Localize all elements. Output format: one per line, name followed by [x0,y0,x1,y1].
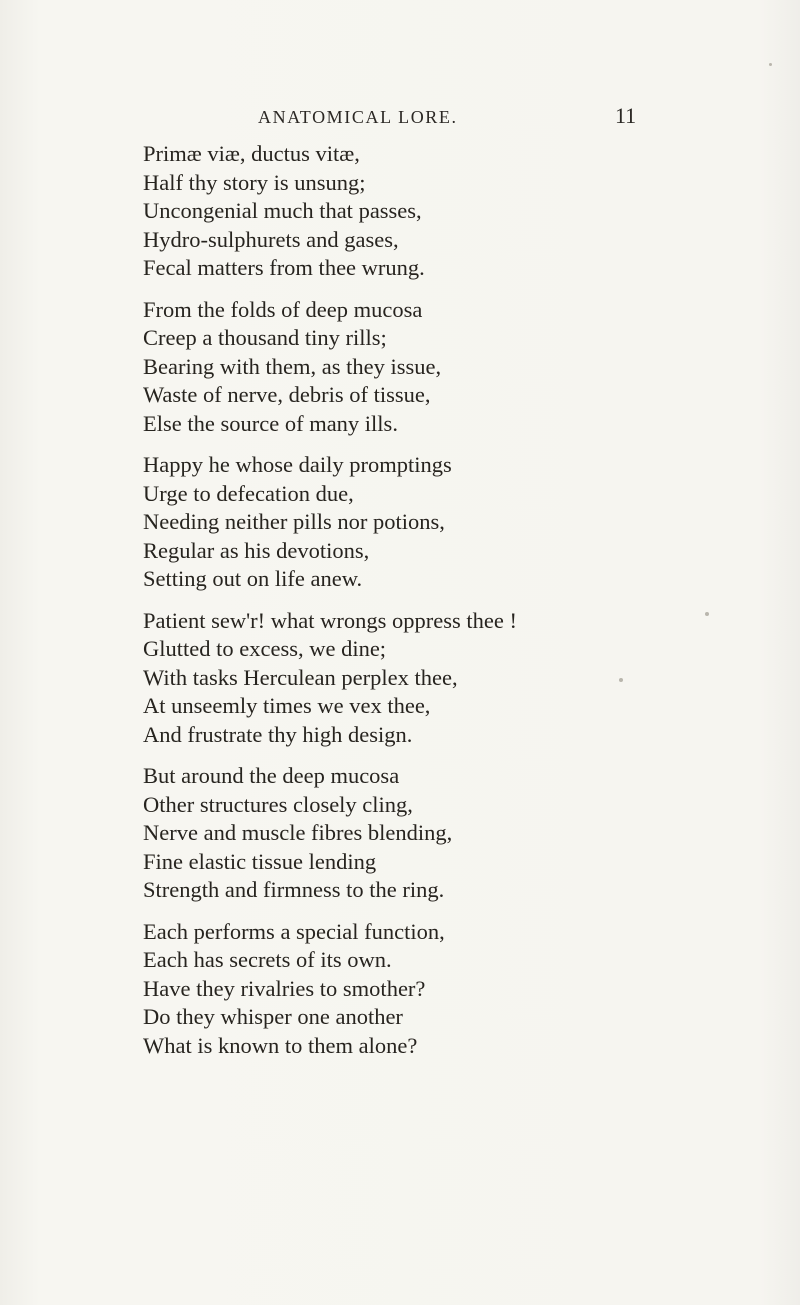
stanza-1 [143,140,763,283]
stanza-3 [143,451,763,594]
page-number: 11 [615,103,637,128]
poem-line: From the folds of deep mucosa [143,296,423,322]
poem-line: Urge to defecation due, [143,480,354,506]
poem-line: Other structures closely cling, [143,791,413,817]
poem-line: Uncongenial much that passes, [143,198,422,223]
poem-line: Setting out on life anew. [143,566,363,591]
poem-line: Strength and firmness to the ring. [143,877,445,902]
poem-line: Waste of nerve, debris of tissue, [143,382,431,407]
poem-line: Primæ viæ, ductus vitæ, [143,141,360,166]
poem-line: Regular as his devotions, [143,537,370,563]
poem-line: Creep a thousand tiny rills; [143,325,387,350]
poem [143,140,763,1073]
poem-line: Each performs a special function, [143,918,445,944]
poem-line: Glutted to excess, we dine; [143,636,387,661]
stanza-4 [143,607,763,750]
paper-speck [705,612,709,616]
poem-line: Else the source of many ills. [143,410,398,436]
poem-line: Fine elastic tissue lending [143,848,377,874]
poem-line: Nerve and muscle fibres blending, [143,820,453,845]
poem-line: Do they whisper one another [143,1004,403,1029]
running-head [0,103,800,133]
poem-line: Happy he whose daily promptings [143,452,452,477]
poem-line: Patient sew'r! what wrongs oppress thee ! [143,607,517,633]
stanza-5 [143,762,763,905]
running-title: ANATOMICAL LORE. [258,107,458,127]
poem-line: Half thy story is unsung; [143,169,366,195]
poem-line: With tasks Herculean perplex thee, [143,664,458,690]
poem-line: Have they rivalries to smother? [143,975,426,1001]
stanza-2 [143,296,763,439]
poem-line: Each has secrets of its own. [143,947,392,972]
poem-line: Bearing with them, as they issue, [143,353,442,379]
poem-line: Hydro-sulphurets and gases, [143,226,399,252]
poem-line: Needing neither pills nor potions, [143,509,445,534]
poem-line: But around the deep mucosa [143,763,400,788]
poem-line: What is known to them alone? [143,1032,418,1058]
stanza-6 [143,918,763,1061]
paper-speck [769,63,772,66]
poem-line: And frustrate thy high design. [143,721,413,747]
poem-line: Fecal matters from thee wrung. [143,255,425,280]
paper-speck [619,678,623,682]
poem-line: At unseemly times we vex thee, [143,693,431,718]
